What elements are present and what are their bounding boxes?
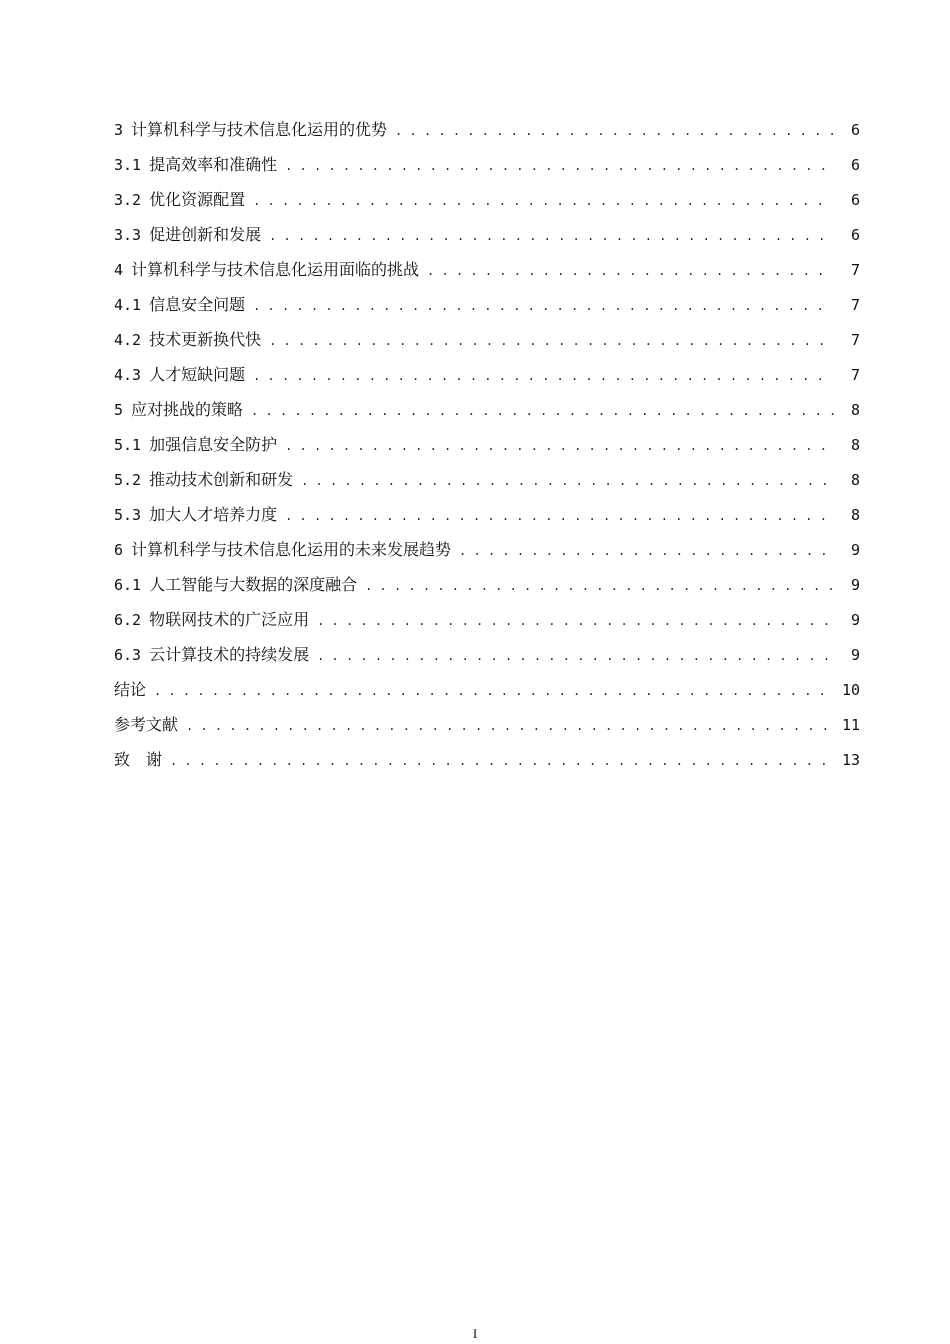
toc-entry[interactable] xyxy=(114,217,860,252)
toc-entry[interactable] xyxy=(114,497,860,532)
toc-entry-number: 5 xyxy=(114,401,124,419)
toc-entry[interactable] xyxy=(114,322,860,357)
dot-leader xyxy=(285,429,834,464)
toc-entry-title: 计算机科学与技术信息化运用面临的挑战 xyxy=(131,260,420,279)
toc-entry-number: 3 xyxy=(114,121,124,139)
toc-entry-page: 13 xyxy=(841,751,860,769)
toc-entry-number: 3.3 xyxy=(114,226,142,244)
toc-entry-title: 信息安全问题 xyxy=(149,295,246,314)
toc-entry-page: 7 xyxy=(850,331,860,349)
toc-entry-title: 云计算技术的持续发展 xyxy=(149,645,310,664)
toc-entry-title: 人工智能与大数据的深度融合 xyxy=(149,575,358,594)
toc-entry[interactable] xyxy=(114,357,860,392)
toc-entry-title: 技术更新换代快 xyxy=(149,330,262,349)
toc-entry-title: 结论 xyxy=(114,680,147,699)
dot-leader xyxy=(427,254,834,289)
toc-entry[interactable] xyxy=(114,287,860,322)
toc-entry[interactable] xyxy=(114,182,860,217)
toc-entry-title: 计算机科学与技术信息化运用的优势 xyxy=(131,120,388,139)
toc-entry-page: 9 xyxy=(850,576,860,594)
table-of-contents xyxy=(114,112,860,777)
dot-leader xyxy=(395,114,834,149)
toc-entry[interactable] xyxy=(114,112,860,147)
toc-entry-title: 加强信息安全防护 xyxy=(149,435,278,454)
dot-leader xyxy=(186,709,834,744)
toc-entry-number: 4.1 xyxy=(114,296,142,314)
toc-entry[interactable] xyxy=(114,567,860,602)
toc-entry-number: 6.2 xyxy=(114,611,142,629)
toc-entry-page: 8 xyxy=(850,506,860,524)
toc-entry-number: 4 xyxy=(114,261,124,279)
toc-entry-page: 8 xyxy=(850,471,860,489)
toc-entry-title: 计算机科学与技术信息化运用的未来发展趋势 xyxy=(131,540,452,559)
dot-leader xyxy=(269,219,834,254)
dot-leader xyxy=(317,639,834,674)
toc-entry-page: 7 xyxy=(850,366,860,384)
toc-entry[interactable] xyxy=(114,672,860,707)
dot-leader xyxy=(154,674,834,709)
dot-leader xyxy=(253,184,834,219)
toc-entry-number: 3.2 xyxy=(114,191,142,209)
toc-entry-number: 4.2 xyxy=(114,331,142,349)
toc-entry-page: 9 xyxy=(850,611,860,629)
toc-entry-page: 8 xyxy=(850,436,860,454)
toc-entry-number: 5.2 xyxy=(114,471,142,489)
toc-entry[interactable] xyxy=(114,427,860,462)
toc-entry[interactable] xyxy=(114,532,860,567)
dot-leader xyxy=(317,604,834,639)
toc-entry-number: 4.3 xyxy=(114,366,142,384)
toc-entry-title: 致 谢 xyxy=(114,750,163,769)
dot-leader xyxy=(251,394,834,429)
toc-entry-title: 应对挑战的策略 xyxy=(131,400,244,419)
toc-entry-number: 5.1 xyxy=(114,436,142,454)
dot-leader xyxy=(253,289,834,324)
toc-entry[interactable] xyxy=(114,252,860,287)
toc-entry-title: 人才短缺问题 xyxy=(149,365,246,384)
toc-entry-number: 6 xyxy=(114,541,124,559)
toc-entry-title: 推动技术创新和研发 xyxy=(149,470,294,489)
toc-entry[interactable] xyxy=(114,462,860,497)
toc-entry[interactable] xyxy=(114,602,860,637)
toc-entry-page: 7 xyxy=(850,261,860,279)
dot-leader xyxy=(170,744,834,779)
toc-entry-page: 6 xyxy=(850,191,860,209)
toc-entry-page: 9 xyxy=(850,646,860,664)
dot-leader xyxy=(301,464,834,499)
toc-entry-page: 6 xyxy=(850,226,860,244)
toc-entry-number: 6.1 xyxy=(114,576,142,594)
toc-entry-page: 8 xyxy=(850,401,860,419)
toc-entry[interactable] xyxy=(114,742,860,777)
dot-leader xyxy=(365,569,834,604)
toc-entry-number: 6.3 xyxy=(114,646,142,664)
toc-entry[interactable] xyxy=(114,707,860,742)
toc-entry-page: 7 xyxy=(850,296,860,314)
dot-leader xyxy=(285,499,834,534)
toc-entry-page: 10 xyxy=(841,681,860,699)
toc-entry-number: 5.3 xyxy=(114,506,142,524)
toc-entry-title: 促进创新和发展 xyxy=(149,225,262,244)
toc-entry-page: 6 xyxy=(850,121,860,139)
toc-entry-page: 9 xyxy=(850,541,860,559)
toc-entry[interactable] xyxy=(114,392,860,427)
toc-entry-title: 提高效率和准确性 xyxy=(149,155,278,174)
dot-leader xyxy=(253,359,834,394)
toc-entry[interactable] xyxy=(114,637,860,672)
dot-leader xyxy=(285,149,834,184)
toc-entry[interactable] xyxy=(114,147,860,182)
page-number: I xyxy=(472,1326,478,1341)
toc-entry-title: 物联网技术的广泛应用 xyxy=(149,610,310,629)
toc-entry-page: 6 xyxy=(850,156,860,174)
toc-entry-page: 11 xyxy=(841,716,860,734)
toc-entry-number: 3.1 xyxy=(114,156,142,174)
toc-entry-title: 加大人才培养力度 xyxy=(149,505,278,524)
dot-leader xyxy=(459,534,834,569)
toc-entry-title: 参考文献 xyxy=(114,715,179,734)
toc-entry-title: 优化资源配置 xyxy=(149,190,246,209)
dot-leader xyxy=(269,324,834,359)
